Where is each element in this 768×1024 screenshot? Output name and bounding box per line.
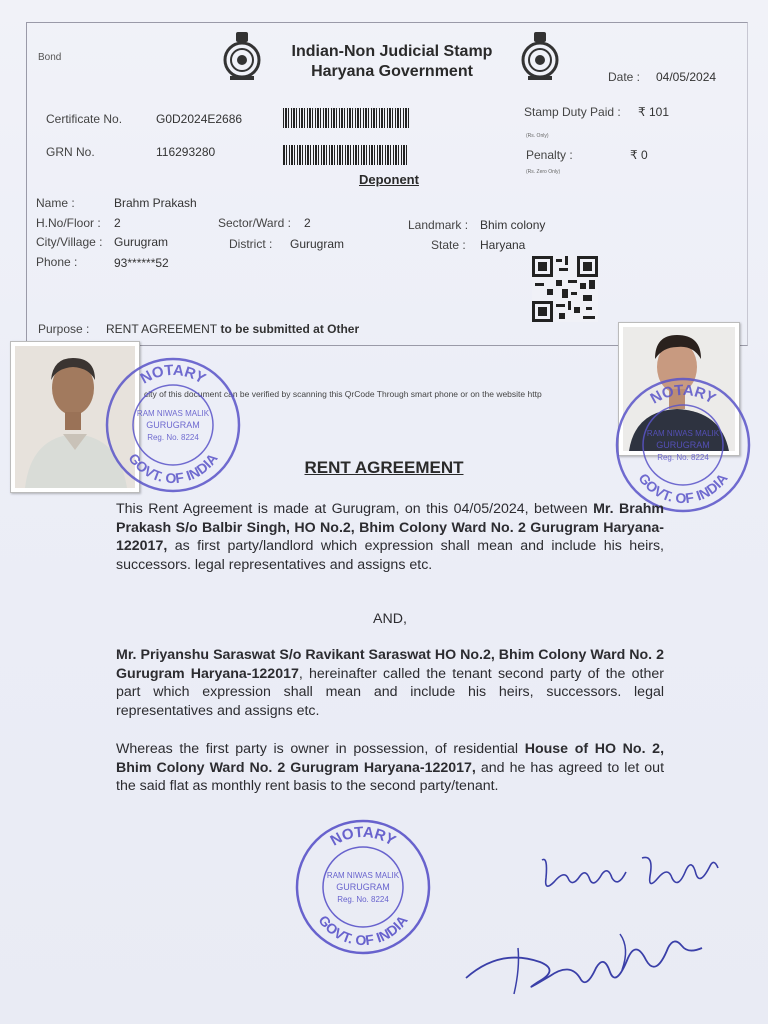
p3-rest: and he has agreed to let out the said flat as monthly rent basis to the second party/tenant.	[116, 759, 665, 794]
notary-reg-text: Reg. No. 8224	[147, 433, 199, 442]
purpose-value: RENT AGREEMENT	[106, 322, 218, 336]
p1-rest: as first party/landlord which expression shall mean and include his heirs, successors. legal representatives and assigns etc.	[116, 538, 664, 573]
p1-intro: This Rent Agreement is made at Gurugram, on this 04/05/2024, between	[116, 501, 594, 517]
grn-label: GRN No.	[46, 145, 95, 159]
name-label: Name :	[36, 196, 75, 210]
notary-top-text: NOTARY	[327, 823, 399, 850]
certificate-label: Certificate No.	[46, 112, 123, 126]
agreement-paragraph-3	[116, 740, 664, 796]
p1-landlord: Mr. Brahm Prakash S/o Balbir Singh, HO No.2, Bhim Colony Ward No. 2 Gurugram Haryana-122017,	[116, 501, 664, 554]
and-separator: AND,	[373, 611, 407, 627]
grn-barcode	[283, 145, 409, 165]
sector-label: Sector/Ward :	[218, 216, 291, 230]
notary-name-text: RAM NIWAS MALIK	[326, 871, 400, 880]
agreement-paragraph-2	[116, 646, 664, 720]
notary-bottom-text: GOVT. OF INDIA	[125, 450, 221, 487]
purpose-suffix: to be submitted at Other	[217, 322, 360, 336]
landmark-label: Landmark :	[408, 218, 469, 232]
certificate-barcode	[283, 108, 409, 128]
notary-city-text: GURUGRAM	[656, 440, 710, 450]
district-label: District :	[229, 237, 273, 251]
hno-label: H.No/Floor :	[36, 216, 101, 230]
district-value: Gurugram	[290, 237, 345, 251]
phone-value: 93******52	[114, 256, 169, 270]
notary-stamp-right	[608, 370, 758, 520]
notary-top-text: NOTARY	[647, 381, 719, 408]
stamp-title-line1: Indian-Non Judicial Stamp	[291, 43, 493, 60]
notary-name-text: RAM NIWAS MALIK	[646, 429, 720, 438]
p2-tenant: Mr. Priyanshu Saraswat S/o Ravikant Saraswat HO No.2, Bhim Colony Ward No. 2 Gurugram Haryana-122017	[116, 647, 664, 682]
state-label: State :	[431, 238, 466, 252]
penalty-value: ₹ 0	[630, 148, 648, 162]
date-value: 04/05/2024	[656, 70, 717, 84]
hno-value: 2	[114, 216, 121, 230]
notary-city-text: GURUGRAM	[336, 882, 390, 892]
verify-text: city of this document can be verified by scanning this QrCode Through smart phone or on the website http	[144, 389, 542, 399]
notary-reg-text: Reg. No. 8224	[657, 453, 709, 462]
landmark-value: Bhim colony	[480, 218, 546, 232]
bond-label: Bond	[38, 52, 62, 63]
date-label: Date :	[608, 70, 641, 84]
stamp-duty-label: Stamp Duty Paid :	[524, 105, 621, 119]
notary-reg-text: Reg. No. 8224	[337, 895, 389, 904]
notary-name-text: RAM NIWAS MALIK	[136, 409, 210, 418]
state-value: Haryana	[480, 238, 526, 252]
grn-value: 116293280	[156, 145, 216, 159]
landlord-signature	[534, 848, 724, 900]
p2-rest: , hereinafter called the tenant second party of the other part which expression shall mean and include his heirs, successors. legal representatives and assigns etc.	[116, 665, 664, 719]
stamp-duty-value: ₹ 101	[638, 105, 669, 119]
city-label: City/Village :	[36, 235, 103, 249]
stamp-duty-note: (Rs. Only)	[526, 133, 549, 139]
deponent-heading: Deponent	[359, 172, 419, 187]
agreement-heading: RENT AGREEMENT	[304, 458, 464, 477]
phone-label: Phone :	[36, 255, 78, 269]
penalty-label: Penalty :	[526, 148, 573, 162]
stamp-title-line2: Haryana Government	[311, 63, 473, 80]
emblem-left-icon	[220, 30, 264, 82]
notary-top-text: NOTARY	[137, 361, 209, 388]
penalty-note: (Rs. Zero Only)	[526, 169, 561, 175]
p3-intro: Whereas the first party is owner in possession, of residential	[116, 741, 525, 757]
purpose-label: Purpose :	[38, 322, 90, 336]
tenant-signature	[460, 918, 720, 1008]
emblem-right-icon	[518, 30, 562, 82]
name-value: Brahm Prakash	[114, 196, 197, 210]
agreement-paragraph-1	[116, 500, 664, 574]
notary-stamp-bottom	[288, 812, 438, 962]
notary-bottom-text: GOVT. OF INDIA	[315, 912, 411, 949]
p3-house: House of HO No. 2, Bhim Colony Ward No. 2 Gurugram Haryana-122017,	[116, 741, 665, 776]
sector-value: 2	[304, 216, 311, 230]
purpose-line	[106, 322, 359, 336]
certificate-value: G0D2024E2686	[156, 112, 243, 126]
notary-bottom-text: GOVT. OF INDIA	[635, 470, 731, 507]
qr-code-icon[interactable]	[532, 256, 598, 322]
notary-city-text: GURUGRAM	[146, 420, 200, 430]
city-value: Gurugram	[114, 235, 169, 249]
